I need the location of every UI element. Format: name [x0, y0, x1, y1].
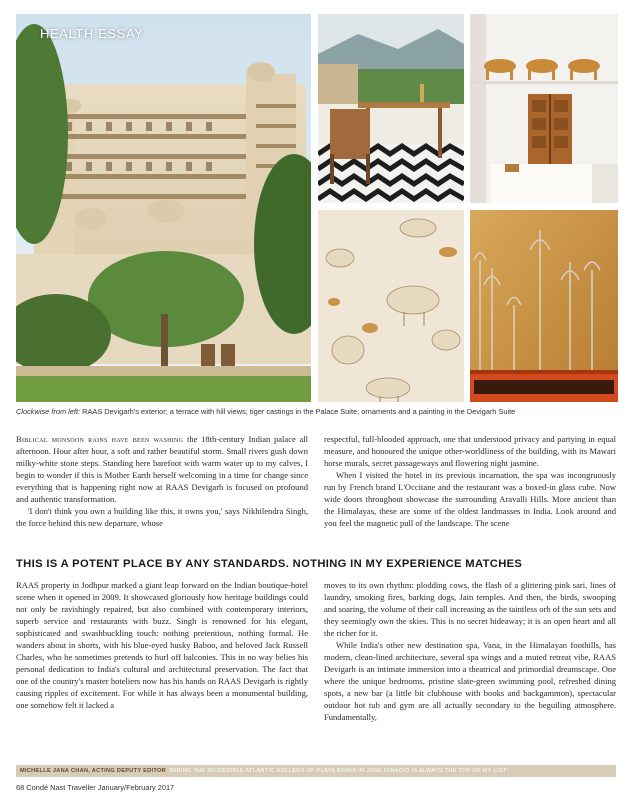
cow-painting-photo: [318, 210, 464, 402]
lower-column-right: [324, 579, 616, 723]
opening-text: the 18th-century Indian palace all afternoon. Hour after hour, a soft and rather beautiful storm. Small rivers gush down milky-white stone steps. Standing here barefoot with warm water up to my calves, I begin to wonder if this is Mother Earth herself welcoming in a time for change since everything that is happening right now at RAAS Devigarh is focused on profound and authentic transformation.: [16, 434, 309, 504]
body-column-left: [16, 433, 308, 529]
body-paragraph: [16, 433, 308, 505]
body-paragraph: respectful, full-blooded approach, one that understood privacy and partying in equal measure, and honoured the unique other-worldliness of the building, with its Mawari horse murals, secret passageways and flowering night jasmine.: [324, 434, 616, 468]
section-label: HEALTH ESSAY: [40, 26, 144, 41]
contributor-quote: 'RIDING THE INCREDIBLE ATLANTIC ROLLERS OF PLAYA BRAVA IN JOSE IGNACIO IS ALWAYS THE TOP OF MY LIST': [168, 768, 508, 774]
body-paragraph: RAAS property in Jodhpur marked a giant leap forward on the Indian boutique-hotel scene when it opened in 2009. It showcased gloriously how heritage buildings could not only be ravishingly repaired, but also combined with contemporary interiors, superb service and restaurants with buzz. Singh is renowned for his elegant, sophisticated and swashbuckling touch: nothing pretentious, nothing formal. He wanders about in shorts, with his blue-eyed husky Baboo, and beloved Jack Russell Charles, who he sometimes pretends to hurl off balconies. This in no way belies his personal dedication to India's cultural and architectural preservation. The fact that one of the country's master hoteliers now has his hands on RAAS Devigarh is rightly causing ripples of excitement. For while it has always been a monumental building, one somehow felt it lacked a: [16, 580, 308, 710]
contributor-name: MICHELLE JANA CHAN, ACTING DEPUTY EDITOR: [20, 768, 166, 774]
lower-column-left: [16, 579, 308, 711]
photo-caption: [16, 407, 616, 416]
body-paragraph: While India's other new destination spa, Vana, in the Himalayan foothills, has modern, clean-lined architecture, several spa wings and a muted retreat vibe, RAAS Devigarh is an intimate immersion into a theatrical and primordial dreamscape. One where the unique bedrooms, pristine slate-green swimming pool, refreshed dining spots, a new bar (a little bit clubhouse with books and backgammon), spectacular outdoor hot tub and gym are all actually secondary to the beguiling atmosphere. Fundamentally,: [324, 640, 616, 722]
body-paragraph: When I visited the hotel in its previous incarnation, the spa was incongruously run by French brand L'Occitane and the restaurant was a boxed-in glass cube. Now wide doors throughout showcase the surrounding Aravalli Hills. More ancient than the Himalayas, these are some of the oldest landmasses in India. Look around and you feel the magnetic pull of the landscape. The scene: [324, 470, 616, 528]
body-paragraph: moves to its own rhythm: plodding cows, the flash of a glittering pink sari, lines of laundry, smoking fires, barking dogs, Jain temples. And then, the birds, swooping and soaring, the volume of their call increasing as the taintless orb of the sun sets and they seemingly own the skies. This is no secret hideaway; it is an open heart and all the richer for it.: [324, 580, 616, 638]
tiger-castings-photo: [470, 14, 618, 203]
terrace-photo: [318, 14, 464, 203]
opening-small-caps: Biblical monsoon rains have been washing: [16, 434, 184, 444]
trident-ornaments-photo: [470, 210, 618, 402]
contributor-bar: [16, 765, 616, 777]
pull-quote: THIS IS A POTENT PLACE BY ANY STANDARDS. NOTHING IN MY EXPERIENCE MATCHES: [16, 558, 523, 570]
body-column-right: [324, 433, 616, 529]
body-paragraph: 'I don't think you own a building like this, it owns you,' says Nikhilendra Singh, the force behind this new departure, whose: [16, 506, 308, 528]
caption-lead: Clockwise from left:: [16, 407, 81, 416]
page-folio: 68 Condé Nast Traveller January/February 2017: [16, 783, 175, 792]
caption-text: RAAS Devigarh's exterior; a terrace with hill views; tiger castings in the Palace Suite; ornaments and a painting in the Devigarh Suite: [80, 407, 516, 416]
palace-exterior-photo: [16, 14, 311, 402]
